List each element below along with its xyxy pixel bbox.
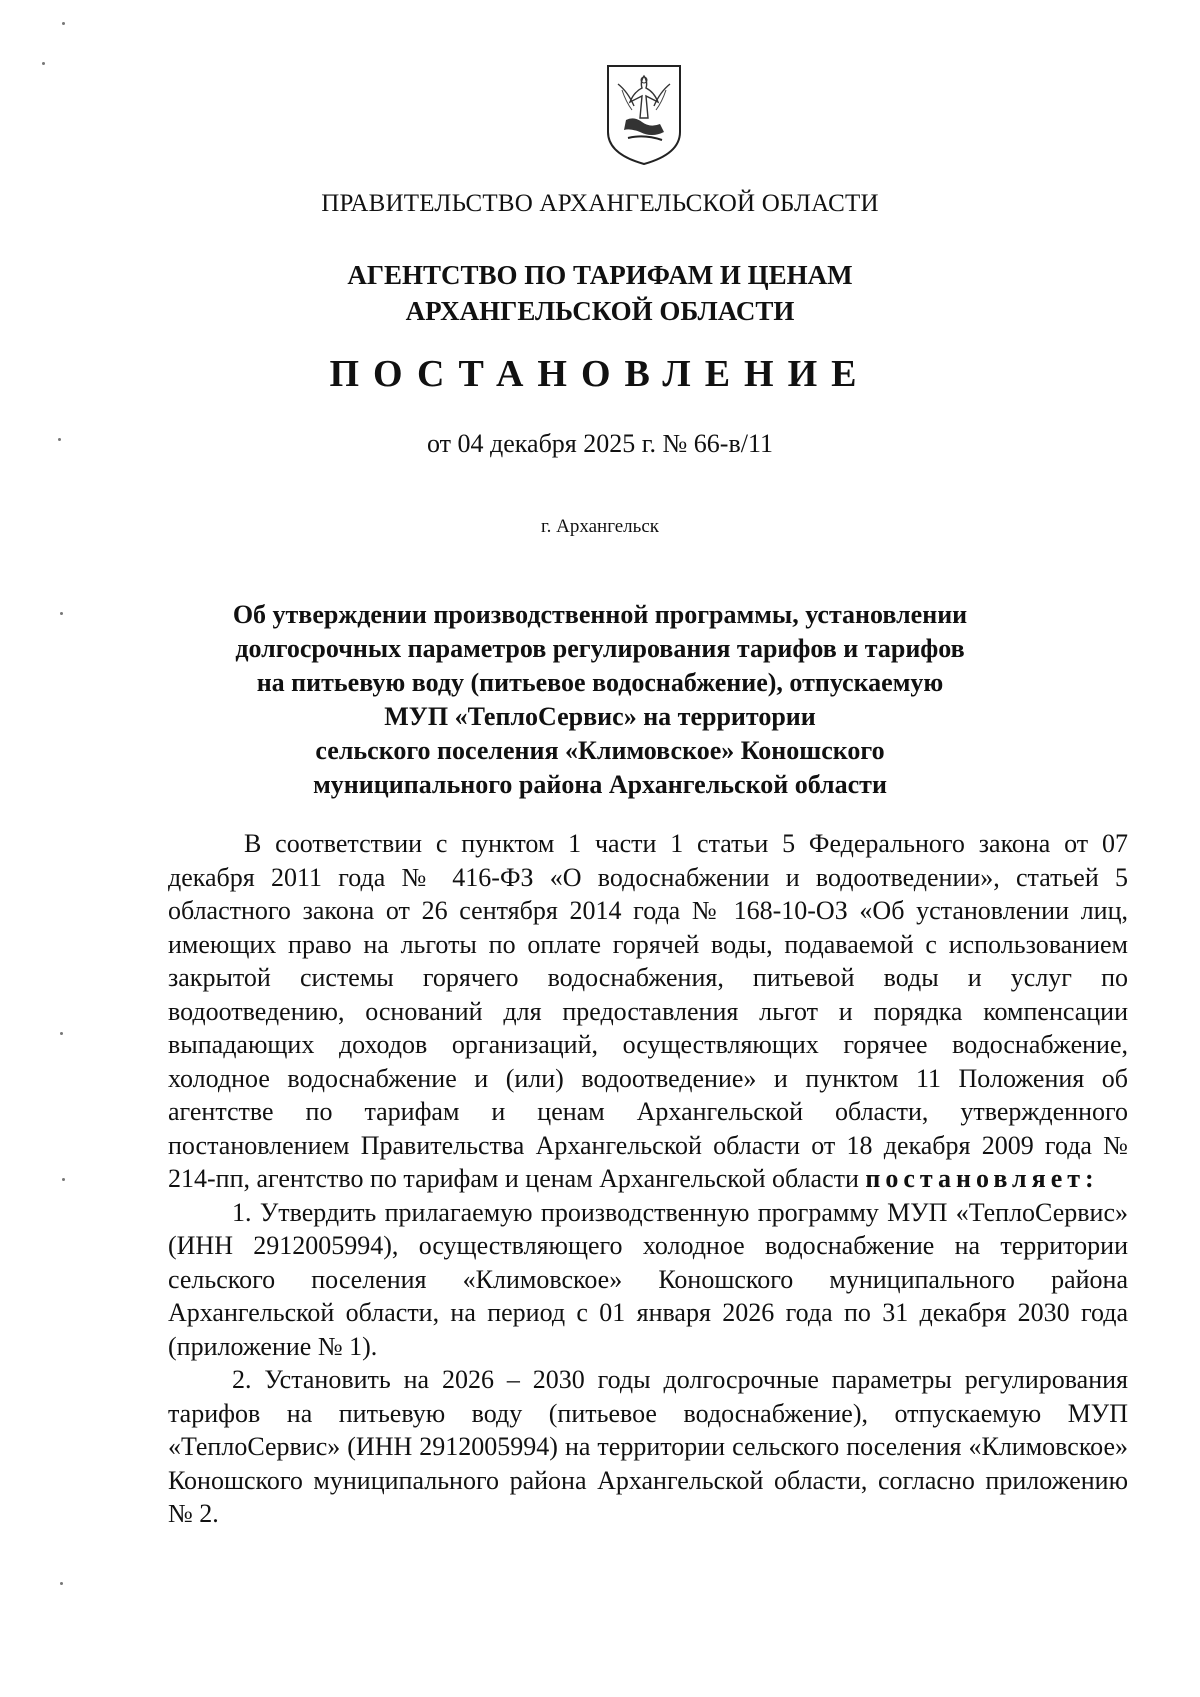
preamble-paragraph xyxy=(168,827,1128,1196)
subject-line: долгосрочных параметров регулирования тарифов и тарифов xyxy=(235,634,965,663)
agency-title-line2: АРХАНГЕЛЬСКОЙ ОБЛАСТИ xyxy=(405,296,795,326)
subject-heading xyxy=(0,598,1200,802)
item-2-paragraph: 2. Установить на 2026 – 2030 годы долгосрочные параметры регулирования тарифов на питьевую воду (питьевое водоснабжение), отпускаемую МУП «ТеплоСервис» (ИНН 2912005994) на территории сельского поселения «Климовское» Коношского муниципального района Архангельской области, согласно приложению № 2. xyxy=(168,1365,1128,1528)
date-and-number: от 04 декабря 2025 г. № 66-в/11 xyxy=(427,429,773,458)
scan-speck xyxy=(62,22,65,25)
document-body xyxy=(168,827,1128,1531)
scan-speck xyxy=(60,1032,63,1035)
arkhangelsk-coat-of-arms-icon xyxy=(604,62,684,166)
subject-line: сельского поселения «Климовское» Коношского xyxy=(315,736,885,765)
subject-line: муниципального района Архангельской области xyxy=(313,770,887,799)
subject-line: Об утверждении производственной программы, установлении xyxy=(232,600,968,629)
subject-line: МУП «ТеплоСервис» на территории xyxy=(384,702,816,731)
document-type: ПОСТАНОВЛЕНИЕ xyxy=(329,353,871,395)
scan-speck xyxy=(62,1178,65,1181)
scan-speck xyxy=(60,1582,63,1585)
government-title: ПРАВИТЕЛЬСТВО АРХАНГЕЛЬСКОЙ ОБЛАСТИ xyxy=(321,190,879,217)
scan-speck xyxy=(42,62,45,65)
resolves-word: постановляет: xyxy=(865,1164,1099,1193)
agency-title-line1: АГЕНТСТВО ПО ТАРИФАМ И ЦЕНАМ xyxy=(347,260,853,290)
item-1-paragraph: 1. Утвердить прилагаемую производственную программу МУП «ТеплоСервис» (ИНН 2912005994), осуществляющего холодное водоснабжение на территории сельского поселения «Климовское» Коношского муниципального района Архангельской области, на период с 01 января 2026 года по 31 декабря 2030 года (приложение № 1). xyxy=(168,1197,1128,1361)
city: г. Архангельск xyxy=(540,516,659,537)
subject-line: на питьевую воду (питьевое водоснабжение), отпускаемую xyxy=(256,668,944,697)
scan-speck xyxy=(58,438,61,441)
preamble-text: В соответствии с пунктом 1 части 1 статьи 5 Федерального закона от 07 декабря 2011 года № 416-ФЗ «О водоснабжении и водоотведении», статьей 5 областного закона от 26 сентября 2014 года № 168-10-ОЗ «Об установлении лиц, имеющих право на льготы по оплате горячей воды, подаваемой с использованием закрытой системы горячего водоснабжения, питьевой воды и услуг по водоотведению, оснований для предоставления льгот и порядка компенсации выпадающих доходов организаций, осуществляющих горячее водоснабжение, холодное водоснабжение и (или) водоотведение» и пунктом 11 Положения об агентстве по тарифам и ценам Архангельской области, утвержденного постановлением Правительства Архангельской области от 18 декабря 2009 года № 214-пп, агентство по тарифам и ценам Архангельской области xyxy=(168,829,1128,1193)
scan-speck xyxy=(60,612,63,615)
agency-title xyxy=(0,257,1200,329)
